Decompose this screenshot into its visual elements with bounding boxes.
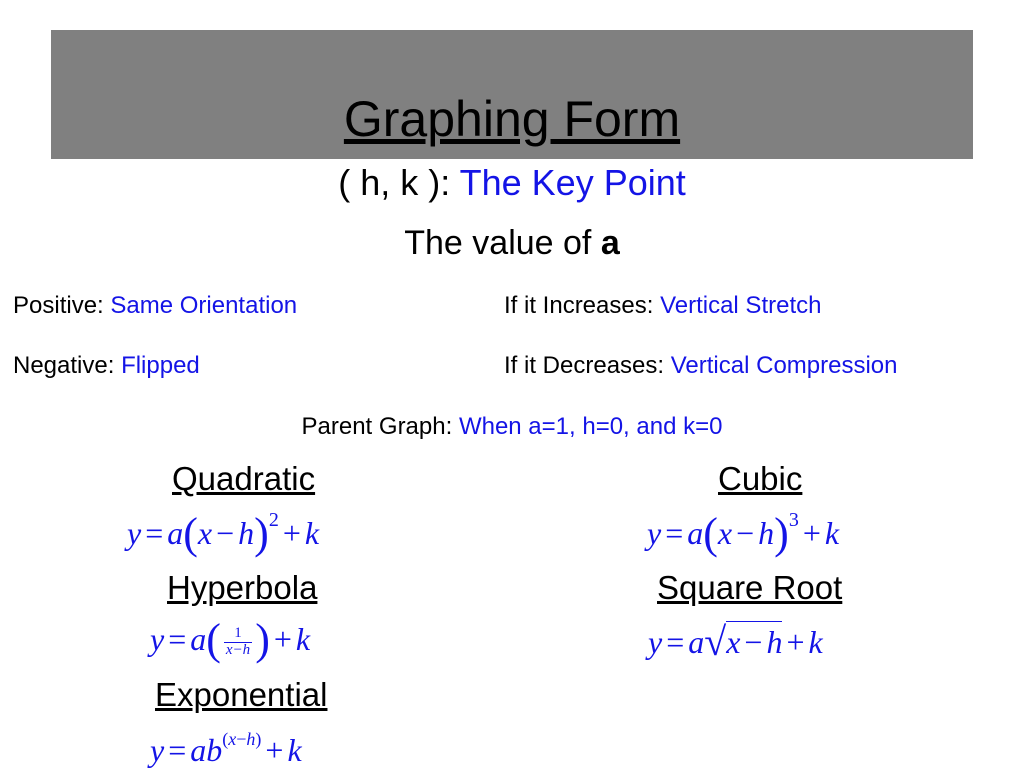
square-root-equation: y = a√x − h + k bbox=[648, 619, 823, 664]
rule-increases-value: Vertical Stretch bbox=[660, 292, 822, 319]
exponential-equation: $y = ab^{(x-h)} + k$ bbox=[150, 729, 302, 768]
hyperbola-heading: Hyperbola bbox=[167, 569, 318, 606]
rule-increases-label: If it Increases: bbox=[504, 292, 654, 319]
rule-increases bbox=[504, 292, 821, 320]
rule-decreases-label: If it Decreases: bbox=[504, 352, 665, 379]
rule-decreases bbox=[504, 352, 898, 380]
cubic-heading: Cubic bbox=[718, 460, 803, 497]
key-point-line bbox=[0, 162, 1024, 203]
rule-negative bbox=[13, 352, 200, 380]
parent-graph-line bbox=[0, 413, 1024, 441]
rule-positive-value: Same Orientation bbox=[110, 292, 298, 319]
parent-graph-value: When a=1, h=0, and k=0 bbox=[458, 413, 723, 440]
value-of-a-line bbox=[0, 226, 1024, 260]
value-of-a-text: The value of bbox=[404, 224, 592, 262]
title-bar bbox=[51, 30, 973, 159]
rule-positive-label: Positive: bbox=[13, 292, 104, 319]
rule-negative-label: Negative: bbox=[13, 352, 115, 379]
parent-graph-label: Parent Graph: bbox=[301, 413, 453, 440]
quadratic-heading: Quadratic bbox=[172, 460, 316, 497]
cubic-equation: $y = a(x - h)^3 + k$ bbox=[647, 509, 840, 558]
rule-positive bbox=[13, 292, 297, 320]
quadratic-equation: $y = a(x - h)^2 + k$ bbox=[127, 509, 320, 558]
exponential-heading: Exponential bbox=[155, 676, 328, 713]
square-root-heading: Square Root bbox=[657, 569, 843, 606]
hyperbola-equation: y = a( $\frac{1}{x-h}$ ) + k bbox=[150, 615, 311, 664]
rule-negative-value: Flipped bbox=[121, 352, 200, 379]
value-of-a-variable: a bbox=[600, 224, 620, 262]
key-point-prefix: ( h, k ): bbox=[338, 162, 451, 203]
rule-decreases-value: Vertical Compression bbox=[670, 352, 898, 379]
key-point-text: The Key Point bbox=[459, 162, 686, 203]
page-title: Graphing Form bbox=[343, 91, 681, 147]
